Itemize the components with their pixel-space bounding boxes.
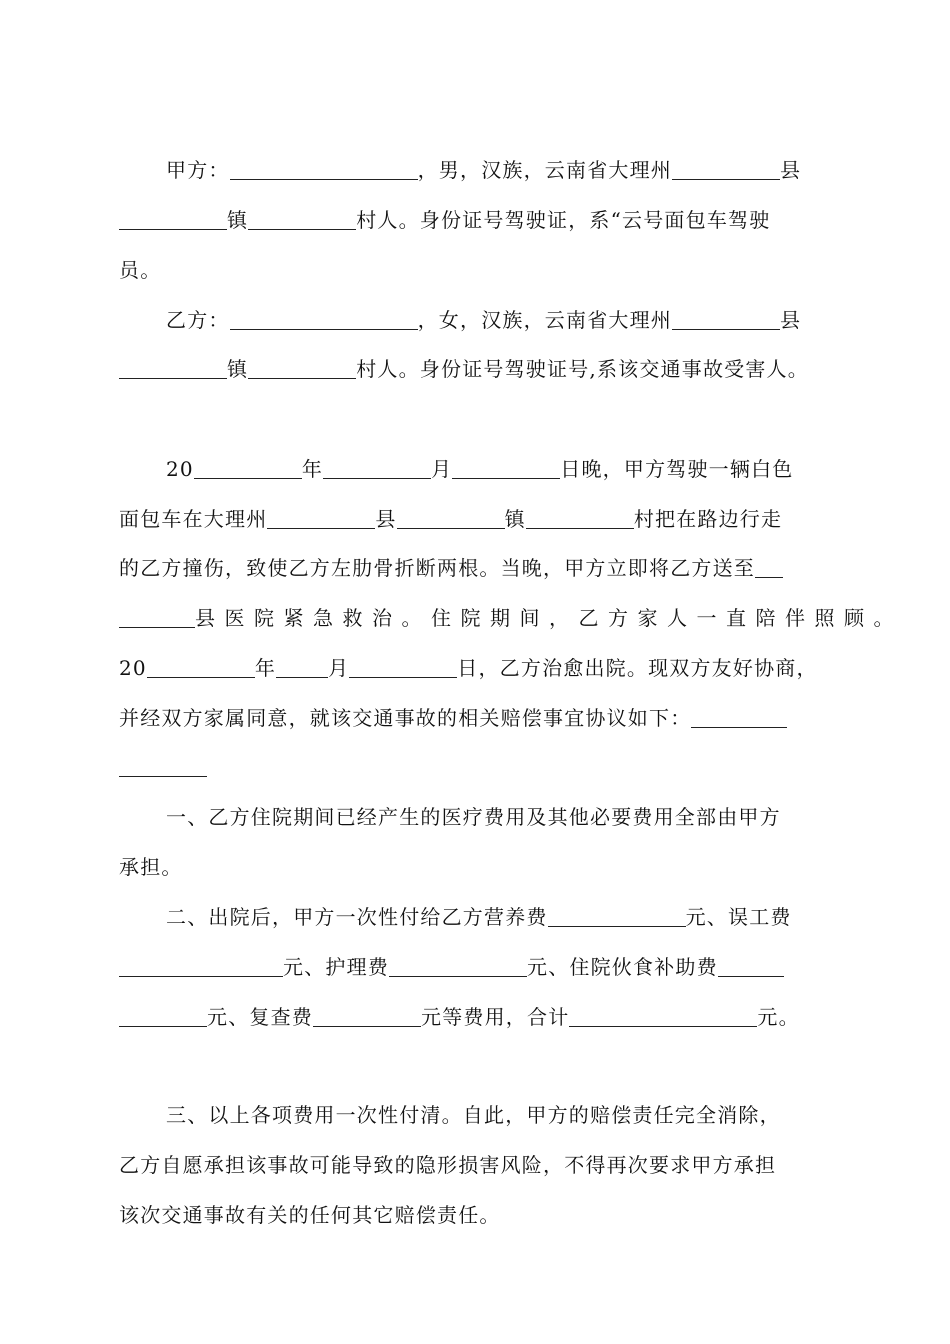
clause-2-text: 元。 (757, 1005, 800, 1029)
agreement-blank-b[interactable] (119, 756, 207, 777)
incident-year-blank[interactable] (194, 458, 302, 479)
clause-3-line-3 (119, 1202, 831, 1228)
incident-text: 年 (301, 457, 324, 481)
incident-hospital-blank-a[interactable] (755, 557, 783, 578)
total-amount-blank[interactable] (569, 1006, 757, 1027)
clause-3-text: 乙方自愿承担该事故可能导致的隐形损害风险，不得再次要求甲方承担 (119, 1153, 777, 1177)
clause-2-text: 元、住院伙食补助费 (527, 955, 718, 979)
party-a-town-blank[interactable] (119, 209, 227, 230)
discharge-year-blank[interactable] (147, 657, 255, 678)
clause-2-line-3 (119, 1004, 831, 1030)
clause-2-line-1 (166, 904, 831, 930)
discharge-month-blank[interactable] (276, 657, 328, 678)
clause-1-text: 一、乙方住院期间已经产生的医疗费用及其他必要费用全部由甲方 (166, 805, 781, 829)
party-b-line-1 (166, 307, 831, 333)
incident-text: 日，乙方治愈出院。现双方友好协商， (457, 656, 818, 680)
incident-line-3 (119, 555, 831, 581)
incident-text: 的乙方撞伤，致使乙方左肋骨折断两根。当晚，甲方立即将乙方送至 (119, 556, 755, 580)
party-b-name-blank[interactable] (230, 309, 418, 330)
incident-text: 村把在路边行走 (633, 507, 783, 531)
clause-1-text: 承担。 (119, 855, 183, 879)
party-b-text: 县 (780, 308, 802, 332)
incident-hospital-blank-b[interactable] (119, 607, 195, 628)
incident-text: 月 (431, 457, 453, 481)
party-a-label: 甲方： (166, 158, 230, 182)
party-a-line-3 (119, 257, 831, 283)
incident-line-6 (119, 705, 831, 731)
incident-line-7 (119, 754, 831, 780)
party-b-label: 乙方： (166, 308, 230, 332)
discharge-day-blank[interactable] (349, 657, 457, 678)
meal-allowance-blank-a[interactable] (718, 956, 784, 977)
incident-text: 面包车在大理州 (119, 507, 268, 531)
incident-day-blank[interactable] (452, 458, 560, 479)
incident-county-blank[interactable] (267, 508, 375, 529)
clause-2-text: 元、护理费 (283, 955, 389, 979)
party-a-county-blank[interactable] (672, 159, 780, 180)
party-a-line-2 (119, 207, 831, 233)
meal-allowance-blank-b[interactable] (119, 1006, 207, 1027)
party-a-name-blank[interactable] (230, 159, 418, 180)
party-b-line-2 (119, 356, 831, 382)
party-a-text: ，男，汉族，云南省大理州 (417, 158, 673, 182)
clause-1-line-2 (119, 854, 831, 880)
incident-line-2 (119, 506, 831, 532)
incident-village-blank[interactable] (526, 508, 634, 529)
incident-month-blank[interactable] (323, 458, 431, 479)
clause-2-text: 元、误工费 (685, 905, 792, 929)
incident-text: 月 (328, 656, 350, 680)
clause-1-line-1 (166, 804, 831, 830)
party-b-county-blank[interactable] (672, 309, 780, 330)
nursing-fee-blank[interactable] (389, 956, 527, 977)
incident-line-4 (119, 605, 903, 631)
party-b-village-blank[interactable] (248, 358, 356, 379)
incident-text: 日晚，甲方驾驶一辆白色 (560, 457, 794, 481)
clause-2-line-2 (119, 954, 831, 980)
incident-text: 20 (166, 457, 194, 481)
incident-text: 县 (375, 507, 397, 531)
incident-text: 并经双方家属同意，就该交通事故的相关赔偿事宜协议如下： (119, 706, 692, 730)
incident-town-blank[interactable] (397, 508, 505, 529)
clause-3-line-2 (119, 1152, 831, 1178)
incident-text: 20 (119, 656, 147, 680)
clause-2-text: 元、复查费 (207, 1005, 313, 1029)
party-a-village-blank[interactable] (248, 209, 356, 230)
party-a-line-1 (166, 157, 831, 183)
clause-3-text: 该次交通事故有关的任何其它赔偿责任。 (119, 1203, 501, 1227)
nutrition-fee-blank[interactable] (548, 906, 686, 927)
incident-text: 县医院紧急救治。住院期间，乙方家人一直陪伴照顾。 (195, 606, 903, 630)
incident-line-1 (166, 456, 831, 482)
party-b-text: 镇 (227, 357, 249, 381)
recheck-fee-blank[interactable] (313, 1006, 421, 1027)
incident-line-5 (119, 655, 831, 681)
lost-wages-blank[interactable] (119, 956, 283, 977)
clause-3-line-1 (166, 1102, 831, 1128)
party-b-town-blank[interactable] (119, 358, 227, 379)
party-a-text: 镇 (227, 208, 249, 232)
party-a-text: 员。 (119, 258, 162, 282)
party-b-text: ，女，汉族，云南省大理州 (417, 308, 673, 332)
incident-text: 年 (254, 656, 277, 680)
party-b-text: 村人。身份证号驾驶证号,系该交通事故受害人。 (356, 357, 809, 381)
incident-text: 镇 (504, 507, 526, 531)
party-a-text: 县 (780, 158, 802, 182)
clause-2-text: 二、出院后，甲方一次性付给乙方营养费 (166, 905, 548, 929)
clause-2-text: 元等费用，合计 (421, 1005, 570, 1029)
agreement-blank-a[interactable] (691, 707, 787, 728)
party-a-text: 村人。身份证号驾驶证，系“云号面包车驾驶 (356, 208, 771, 232)
clause-3-text: 三、以上各项费用一次性付清。自此，甲方的赔偿责任完全消除， (166, 1103, 781, 1127)
